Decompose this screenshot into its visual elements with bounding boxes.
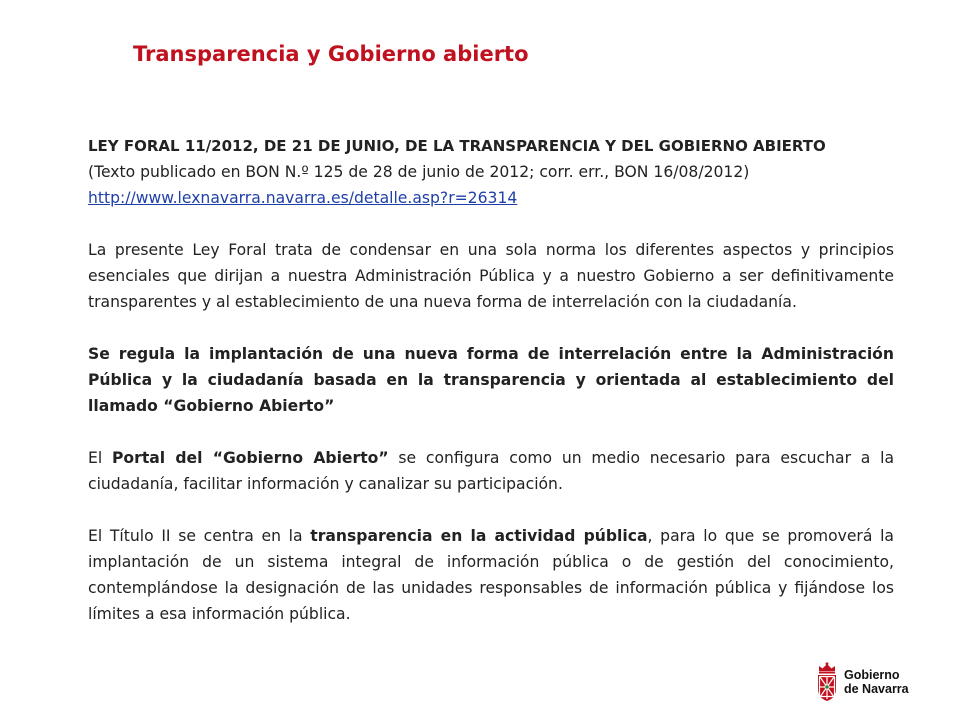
law-link[interactable]: http://www.lexnavarra.navarra.es/detalle.asp?r=26314 <box>88 189 518 207</box>
gobierno-navarra-logo <box>816 662 909 702</box>
law-reference: (Texto publicado en BON N.º 125 de 28 de junio de 2012; corr. err., BON 16/08/2012) <box>88 163 750 181</box>
intro-paragraph: La presente Ley Foral trata de condensar en una sola norma los diferentes aspectos y principios esenciales que dirijan a nuestra Administración Pública y a nuestro Gobierno a ser definitivamente transparentes y al establecimiento de una nueva forma de interrelación con la ciudadanía. <box>88 241 894 311</box>
portal-bold: Portal del “Gobierno Abierto” <box>111 449 389 467</box>
slide-content <box>88 133 894 627</box>
title-ii-prefix: El Título II se centra en la <box>88 527 311 545</box>
logo-line1: Gobierno <box>844 668 900 682</box>
law-title: LEY FORAL 11/2012, DE 21 DE JUNIO, DE LA TRANSPARENCIA Y DEL GOBIERNO ABIERTO <box>88 137 826 155</box>
slide-title: Transparencia y Gobierno abierto <box>133 42 529 66</box>
portal-paragraph <box>88 445 894 497</box>
navarra-coat-of-arms-icon <box>816 662 838 702</box>
regulation-paragraph: Se regula la implantación de una nueva forma de interrelación entre la Administración Pública y la ciudadanía basada en la transparencia y orientada al establecimiento del llamado “Gobierno Abierto” <box>88 345 894 415</box>
title-ii-bold: transparencia en la actividad pública <box>310 527 648 545</box>
title-ii-paragraph <box>88 523 894 627</box>
title-ii-suffix: , para lo que se promoverá la implantación de un sistema integral de información pública o de gestión del conocimiento, contemplándose la designación de las unidades responsables de información pública y fijándose los límites a esa información pública. <box>88 527 894 623</box>
logo-line2: de Navarra <box>844 682 909 696</box>
logo-text <box>844 668 909 696</box>
portal-suffix: se configura como un medio necesario para escuchar a la ciudadanía, facilitar información y canalizar su participación. <box>88 449 894 493</box>
portal-prefix: El <box>88 449 112 467</box>
